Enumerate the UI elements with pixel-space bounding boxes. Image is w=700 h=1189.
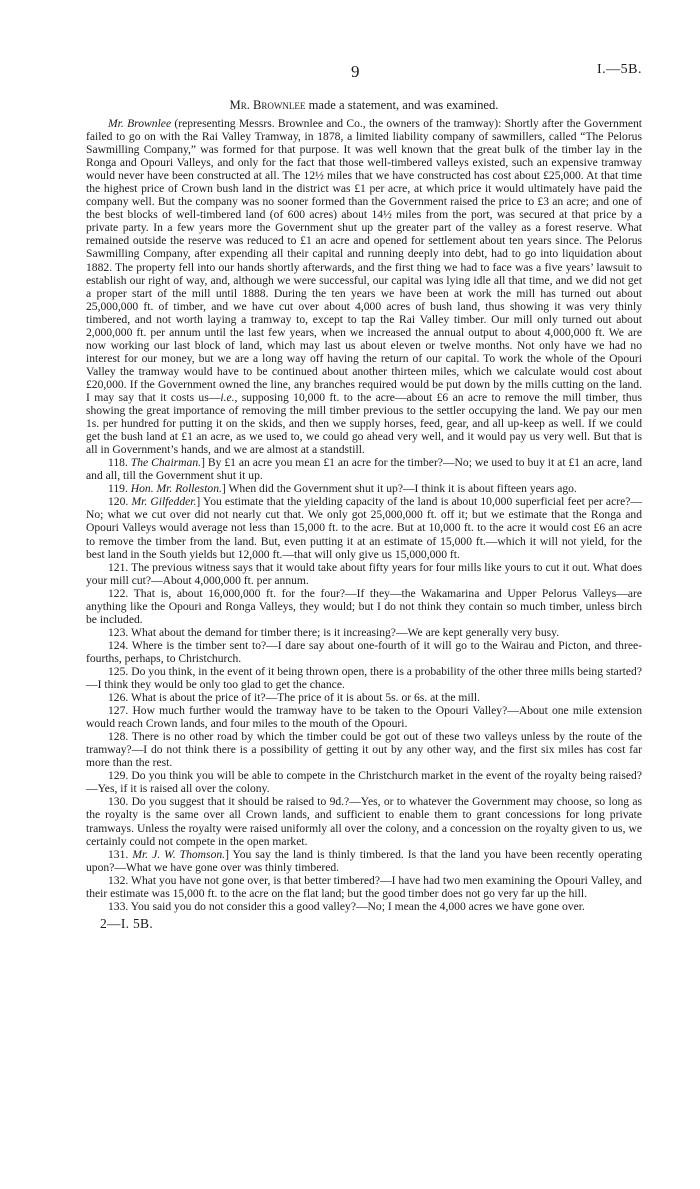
question-number: 131.	[108, 847, 129, 861]
question-list	[86, 456, 642, 913]
question-number: 118.	[108, 456, 128, 470]
section-title	[86, 98, 642, 113]
question-paragraph	[86, 626, 642, 639]
question-text: ] By £1 an acre you mean £1 an acre for the timber?—No; we used to buy it at £1 an acre, land and all, till the Government shut it up.	[86, 456, 642, 483]
question-number: 121.	[108, 560, 129, 574]
question-paragraph	[86, 456, 642, 482]
question-text: You said you do not consider this a good valley?—No; I mean the 4,000 acres we have gone over.	[130, 899, 585, 913]
question-text: Do you think you will be able to compete in the Christchurch market in the event of the royalty being raised?—Yes, if it is raised all over the colony.	[86, 769, 642, 796]
question-paragraph	[86, 561, 642, 587]
question-paragraph	[86, 587, 642, 626]
question-paragraph	[86, 482, 642, 495]
question-paragraph	[86, 691, 642, 704]
question-speaker: Hon. Mr. Rolleston.	[130, 482, 222, 496]
question-number: 132.	[108, 873, 129, 887]
question-paragraph	[86, 704, 642, 730]
question-text: What about the demand for timber there; is it increasing?—We are kept generally very busy.	[131, 625, 560, 639]
question-paragraph	[86, 495, 642, 560]
question-paragraph	[86, 795, 642, 847]
question-number: 129.	[108, 769, 129, 783]
question-text: What is about the price of it?—The price of it is about 5s. or 6s. at the mill.	[131, 691, 481, 705]
page-header	[86, 62, 642, 86]
question-number: 122.	[108, 586, 129, 600]
question-text: Where is the timber sent to?—I dare say about one-fourth of it will go to the Wairau and Picton, and three-fourths, perhaps, to Christchurch.	[86, 638, 642, 665]
question-speaker: The Chairman.	[130, 456, 202, 470]
statement-paragraph	[86, 117, 642, 456]
question-paragraph	[86, 665, 642, 691]
question-paragraph	[86, 730, 642, 769]
statement-text-end: , supposing 10,000 ft. to the acre—about £6 an acre to remove the mill timber, thus showing the great importance of removing the mill timber previous to the settler occupying the land. We pay our men 1s. per hundred for putting it on the skids, and then we supply horses, feed, gear, and all up-keep as well. If we could get the bush land at £1 an acre, as we used to, we could go ahead very well, and it would pay us very well. But that is all in Government’s hands, and we are almost at a standstill.	[86, 390, 642, 457]
question-number: 119.	[108, 482, 128, 496]
question-text: Do you think, in the event of it being thrown open, there is a probability of the other three mills being started?—I think they would be only too glad to get the chance.	[86, 664, 642, 692]
question-text: Do you suggest that it should be raised to 9d.?—Yes, or to whatever the Government may choose, so long as the royalty is the same over all Crown lands, and sufficient to enable them to grant concessions for long private tramways. Unless the royalty were raised uniformly all over the colony, and a concession on the royalty given to us, we certainly could not compete in the open market.	[86, 795, 642, 848]
question-text: ] You estimate that the yielding capacity of the land is about 10,000 superficial feet per acre?—No; what we cut over did not nearly cut that. We only got 25,000,000 ft. off it; but we estimate that the Ronga and Opouri Valleys would average not less than 15,000 ft. to the acre. But at 10,000 ft. to the acre it would cost £6 an acre to remove the timber from the land. But, even putting it at an estimate of 15,000 ft.—which it will not yield, for the best land in the South yields but 12,000 ft.—that will only give us 15,000,000 ft.	[86, 495, 642, 561]
question-number: 120.	[108, 495, 129, 509]
question-paragraph	[86, 848, 642, 874]
question-text: What you have not gone over, is that better timbered?—I have had two men examining the Opouri Valley, and their estimate was 15,000 ft. to the acre on the flat land; but the good timber does not go very far up the hill.	[86, 873, 642, 900]
question-paragraph	[86, 874, 642, 900]
question-speaker: Mr. J. W. Thomson.	[132, 847, 226, 861]
question-number: 128.	[108, 730, 129, 744]
question-number: 130.	[108, 795, 129, 809]
document-page	[86, 62, 642, 932]
footer-signature: 2—I. 5B.	[100, 915, 154, 931]
question-speaker: Mr. Gilfedder.	[131, 495, 197, 509]
question-number: 126.	[108, 691, 129, 705]
paper-reference: I.—5B.	[597, 62, 642, 77]
question-number: 127.	[108, 704, 129, 718]
question-number: 124.	[108, 638, 129, 652]
question-text: How much further would the tramway have to be taken to the Opouri Valley?—About one mile extension would reach Crown lands, and four miles to the mouth of the Opouri.	[86, 704, 642, 731]
question-number: 133.	[108, 899, 129, 913]
witness-name: Mr. Brownlee	[229, 98, 306, 112]
question-paragraph	[86, 900, 642, 913]
question-text: ] When did the Government shut it up?—I think it is about fifteen years ago.	[221, 482, 577, 496]
statement-speaker: Mr. Brownlee	[108, 117, 172, 130]
question-paragraph	[86, 769, 642, 795]
question-text: The previous witness says that it would take about fifty years for four mills like yours to cut it out. What does your mill cut?—About 4,000,000 ft. per annum.	[86, 560, 642, 587]
statement-text: (representing Messrs. Brownlee and Co., the owners of the tramway): Shortly after the Government failed to go on with the Rai Valley Tramway, in 1878, a limited liability company of sawmillers, called “The Pelorus Sawmilling Company,” was formed for that purpose. It was well known that the great bulk of the timber lay in the Ronga and Opouri Valleys, and only for the fact that those well-timbered valleys existed, such an expensive tramway would never have been constructed at all. The 12½ miles that we have constructed has cost about £25,000. At that time the highest price of Crown bush land in the district was £1 per acre, at which price it would ultimately have paid the company well. But the company was no sooner formed than the Government raised the price to £3 an acre; and one of the best blocks of well-timbered land (of 600 acres) about 14½ miles from the port, was secured at that price by a private party. In a few years more the Government shut up the greater part of the valley as a forest reserve. What remained outside the reserve was reduced to £1 an acre and opened for settlement about ten years since. The Pelorus Sawmilling Company, after expending all their capital and running deeply into debt, had to go into liquidation about 1882. The property fell into our hands shortly afterwards, and the first thing we had to face was a five years’ lawsuit to establish our right of way, and, although we were successful, our capital was lying idle all that time, and we did not get a proper start of the mill until 1888. During the ten years we have been at work the mill has turned out about 25,000,000 ft. of timber, and we have cut over about 4,000 acres of bush land, thus showing it was very thinly timbered, and not worth laying a tramway to, except to tap the Rai Valley timber. Our mill only turned out about 2,000,000 ft. per annum until the last few years, when we increased the annual output to about 4,000,000 ft. We are now working our last block of land, which may last us about eleven or twelve months. Not only have we had no interest for our money, but we are a long way off having the return of our capital. To work the whole of the Opouri Valley the tramway would have to be continued about another thirteen miles, which we calculate would cost about £20,000. If the Government owned the line, any branches required would be put down by the mills cutting on the land. I may say that it costs us—	[86, 117, 642, 404]
question-text: There is no other road by which the timber could be got out of these two valleys unless by the route of the tramway?—I do not think there is a possibility of getting it out by any other way, and the first six miles has cost far more than the rest.	[86, 730, 642, 770]
section-title-rest: made a statement, and was examined.	[305, 98, 499, 112]
question-paragraph	[86, 639, 642, 665]
question-text: ] You say the land is thinly timbered. Is that the land you have been recently operating upon?—What we have gone over was thinly timbered.	[86, 847, 642, 874]
statement-ie: i.e.	[220, 390, 235, 404]
question-number: 123.	[108, 625, 129, 639]
question-number: 125.	[108, 664, 129, 678]
page-number: 9	[351, 62, 360, 81]
question-text: That is, about 16,000,000 ft. for the four?—If they—the Wakamarina and Upper Pelorus Valleys—are anything like the Opouri and Ronga Valleys, they would; but I do not think they contain so much timber, unless birch be included.	[86, 586, 642, 626]
